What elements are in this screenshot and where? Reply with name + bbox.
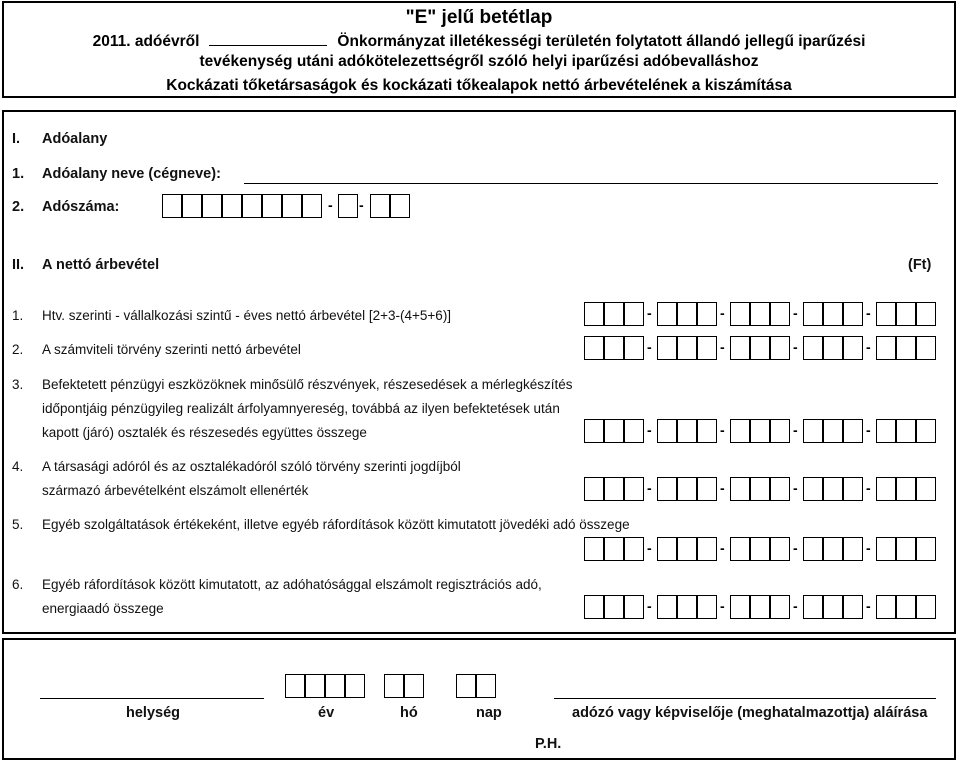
amount-digit-box[interactable] xyxy=(843,336,863,360)
amount-digit-box[interactable] xyxy=(823,595,843,619)
tax-digit-box[interactable] xyxy=(282,194,302,218)
amount-digit-box[interactable] xyxy=(584,595,604,619)
amount-digit-box[interactable] xyxy=(624,477,644,501)
row-label: kapott (járó) osztalék és részesedés együttes összege xyxy=(42,425,367,440)
row-label: energiaadó összege xyxy=(42,601,164,616)
amount-digit-box[interactable] xyxy=(604,595,624,619)
amount-digit-box[interactable] xyxy=(896,336,916,360)
amount-digit-box[interactable] xyxy=(730,477,750,501)
item-2-number: 2. xyxy=(12,199,25,215)
form-header xyxy=(2,1,956,98)
header-line-1-suffix: Önkormányzat illetékességi területén folytatott állandó jellegű iparűzési xyxy=(337,33,866,50)
separator-dash: - xyxy=(647,598,652,614)
row-number: 3. xyxy=(12,377,24,392)
amount-digit-box[interactable] xyxy=(697,477,717,501)
signature-label: adózó vagy képviselője (meghatalmazottja) aláírása xyxy=(572,705,928,721)
amount-digit-box[interactable] xyxy=(876,336,896,360)
amount-digit-box[interactable] xyxy=(823,302,843,326)
month-digit-box[interactable] xyxy=(384,674,404,698)
month-digit-box[interactable] xyxy=(404,674,424,698)
separator-dash: - xyxy=(647,339,652,355)
amount-digit-box[interactable] xyxy=(584,477,604,501)
separator-dash: - xyxy=(793,305,798,321)
separator-dash: - xyxy=(866,422,871,438)
separator-dash: - xyxy=(793,598,798,614)
amount-digit-box[interactable] xyxy=(624,302,644,326)
header-line-2: tevékenység utáni adókötelezettségről szóló helyi iparűzési adóbevalláshoz xyxy=(199,53,759,70)
amount-digit-box[interactable] xyxy=(657,477,677,501)
separator-dash: - xyxy=(793,540,798,556)
amount-digit-box[interactable] xyxy=(843,595,863,619)
amount-digit-box[interactable] xyxy=(750,595,770,619)
separator-dash: - xyxy=(647,422,652,438)
amount-digit-box[interactable] xyxy=(916,537,936,561)
form-title: "E" jelű betétlap xyxy=(405,7,553,28)
tax-digit-box[interactable] xyxy=(162,194,182,218)
tax-digit-box[interactable] xyxy=(302,194,322,218)
separator-dash: - xyxy=(720,422,725,438)
amount-digit-box[interactable] xyxy=(604,477,624,501)
amount-digit-box[interactable] xyxy=(916,419,936,443)
separator-dash: - xyxy=(647,480,652,496)
amount-digit-box[interactable] xyxy=(823,477,843,501)
amount-digit-box[interactable] xyxy=(843,477,863,501)
row-label: Befektetett pénzügyi eszközöknek minősülő részvények, részesedések a mérlegkészítés xyxy=(42,377,573,392)
row-number: 6. xyxy=(12,577,24,592)
amount-digit-box[interactable] xyxy=(803,595,823,619)
municipality-blank[interactable] xyxy=(209,31,327,46)
place-field[interactable] xyxy=(40,698,264,699)
header-line-1 xyxy=(4,31,954,51)
amount-digit-box[interactable] xyxy=(697,595,717,619)
tax-digit-box[interactable] xyxy=(222,194,242,218)
amount-digit-box[interactable] xyxy=(657,302,677,326)
amount-digit-box[interactable] xyxy=(604,302,624,326)
tax-digit-box[interactable] xyxy=(242,194,262,218)
amount-digit-box[interactable] xyxy=(677,336,697,360)
separator-dash: - xyxy=(720,305,725,321)
day-digit-box[interactable] xyxy=(476,674,496,698)
signature-section xyxy=(2,638,956,760)
amount-digit-box[interactable] xyxy=(823,419,843,443)
amount-digit-box[interactable] xyxy=(730,336,750,360)
separator-dash: - xyxy=(647,305,652,321)
amount-digit-box[interactable] xyxy=(584,537,604,561)
amount-digit-box[interactable] xyxy=(876,537,896,561)
tax-digit-box[interactable] xyxy=(390,194,410,218)
amount-digit-box[interactable] xyxy=(803,477,823,501)
row-number: 2. xyxy=(12,342,24,357)
separator-dash: - xyxy=(720,480,725,496)
tax-number-label: Adószáma: xyxy=(42,199,120,215)
amount-digit-box[interactable] xyxy=(677,419,697,443)
separator-dash: - xyxy=(720,339,725,355)
taxpayer-name-label: Adóalany neve (cégneve): xyxy=(42,166,221,182)
amount-digit-box[interactable] xyxy=(770,302,790,326)
amount-digit-box[interactable] xyxy=(730,302,750,326)
separator-dash: - xyxy=(720,598,725,614)
row-label: származó árbevételként elszámolt ellenérték xyxy=(42,483,309,498)
amount-digit-box[interactable] xyxy=(697,302,717,326)
tax-digit-box[interactable] xyxy=(262,194,282,218)
amount-digit-box[interactable] xyxy=(770,419,790,443)
month-label: hó xyxy=(400,705,418,721)
amount-digit-box[interactable] xyxy=(876,419,896,443)
amount-digit-box[interactable] xyxy=(657,537,677,561)
amount-digit-box[interactable] xyxy=(584,302,604,326)
separator-dash: - xyxy=(866,305,871,321)
amount-digit-box[interactable] xyxy=(730,537,750,561)
amount-digit-box[interactable] xyxy=(750,302,770,326)
amount-digit-box[interactable] xyxy=(750,419,770,443)
amount-digit-box[interactable] xyxy=(657,595,677,619)
amount-digit-box[interactable] xyxy=(697,419,717,443)
row-label: Egyéb szolgáltatások értékeként, illetve egyéb ráfordítások között kimutatott jövedéki adó összege xyxy=(42,517,630,532)
amount-digit-box[interactable] xyxy=(677,302,697,326)
amount-digit-box[interactable] xyxy=(896,595,916,619)
year-prefix: 2011. adóévről xyxy=(92,33,200,50)
amount-digit-box[interactable] xyxy=(677,595,697,619)
year-label: év xyxy=(318,705,335,721)
tax-digit-box[interactable] xyxy=(338,194,358,218)
amount-digit-box[interactable] xyxy=(770,477,790,501)
separator-dash: - xyxy=(866,339,871,355)
amount-digit-box[interactable] xyxy=(803,419,823,443)
amount-digit-box[interactable] xyxy=(697,336,717,360)
amount-digit-box[interactable] xyxy=(584,419,604,443)
amount-digit-box[interactable] xyxy=(677,537,697,561)
year-digit-box[interactable] xyxy=(305,674,325,698)
place-label: helység xyxy=(126,705,180,721)
taxpayer-name-field[interactable] xyxy=(244,183,938,184)
year-digit-box[interactable] xyxy=(325,674,345,698)
header-line-3: Kockázati tőketársaságok és kockázati tőkealapok nettó árbevételének a kiszámítása xyxy=(166,77,792,94)
separator-dash: - xyxy=(793,339,798,355)
amount-digit-box[interactable] xyxy=(730,595,750,619)
day-digit-box[interactable] xyxy=(456,674,476,698)
amount-digit-box[interactable] xyxy=(843,302,863,326)
amount-digit-box[interactable] xyxy=(657,336,677,360)
separator-dash: - xyxy=(793,422,798,438)
tax-digit-box[interactable] xyxy=(202,194,222,218)
section-1-heading: Adóalany xyxy=(42,131,108,147)
amount-digit-box[interactable] xyxy=(876,477,896,501)
amount-digit-box[interactable] xyxy=(896,477,916,501)
amount-digit-box[interactable] xyxy=(876,302,896,326)
row-label: Htv. szerinti - vállalkozási szintű - éves nettó árbevétel [2+3-(4+5+6)] xyxy=(42,308,452,323)
amount-digit-box[interactable] xyxy=(843,419,863,443)
amount-digit-box[interactable] xyxy=(604,336,624,360)
row-number: 1. xyxy=(12,308,24,323)
section-2-number: II. xyxy=(12,257,25,273)
tax-digit-box[interactable] xyxy=(182,194,202,218)
separator-dash: - xyxy=(328,197,333,213)
amount-digit-box[interactable] xyxy=(657,419,677,443)
amount-digit-box[interactable] xyxy=(677,477,697,501)
currency-unit: (Ft) xyxy=(908,257,932,273)
year-digit-box[interactable] xyxy=(285,674,305,698)
separator-dash: - xyxy=(866,598,871,614)
row-number: 4. xyxy=(12,459,24,474)
amount-digit-box[interactable] xyxy=(750,477,770,501)
separator-dash: - xyxy=(866,540,871,556)
section-1-number: I. xyxy=(12,131,21,147)
amount-digit-box[interactable] xyxy=(896,419,916,443)
amount-digit-box[interactable] xyxy=(896,302,916,326)
amount-digit-box[interactable] xyxy=(803,336,823,360)
amount-digit-box[interactable] xyxy=(823,537,843,561)
separator-dash: - xyxy=(647,540,652,556)
signature-field[interactable] xyxy=(554,698,936,699)
amount-digit-box[interactable] xyxy=(624,336,644,360)
amount-digit-box[interactable] xyxy=(916,302,936,326)
separator-dash: - xyxy=(793,480,798,496)
amount-digit-box[interactable] xyxy=(770,537,790,561)
amount-digit-box[interactable] xyxy=(916,477,936,501)
amount-digit-box[interactable] xyxy=(730,419,750,443)
row-number: 5. xyxy=(12,517,24,532)
row-label: A társasági adóról és az osztalékadóról szóló törvény szerinti jogdíjból xyxy=(42,459,461,474)
amount-digit-box[interactable] xyxy=(803,302,823,326)
section-2-heading: A nettó árbevétel xyxy=(42,257,160,273)
row-label: Egyéb ráfordítások között kimutatott, az adóhatósággal elszámolt regisztrációs adó, xyxy=(42,577,542,592)
amount-digit-box[interactable] xyxy=(624,595,644,619)
amount-digit-box[interactable] xyxy=(916,595,936,619)
amount-digit-box[interactable] xyxy=(896,537,916,561)
amount-digit-box[interactable] xyxy=(697,537,717,561)
separator-dash: - xyxy=(866,480,871,496)
amount-digit-box[interactable] xyxy=(624,537,644,561)
amount-digit-box[interactable] xyxy=(604,537,624,561)
amount-digit-box[interactable] xyxy=(770,336,790,360)
year-digit-box[interactable] xyxy=(345,674,365,698)
amount-digit-box[interactable] xyxy=(604,419,624,443)
amount-digit-box[interactable] xyxy=(916,336,936,360)
amount-digit-box[interactable] xyxy=(843,537,863,561)
amount-digit-box[interactable] xyxy=(803,537,823,561)
amount-digit-box[interactable] xyxy=(750,336,770,360)
amount-digit-box[interactable] xyxy=(876,595,896,619)
tax-digit-box[interactable] xyxy=(370,194,390,218)
day-label: nap xyxy=(476,705,502,721)
separator-dash: - xyxy=(720,540,725,556)
amount-digit-box[interactable] xyxy=(770,595,790,619)
item-1-number: 1. xyxy=(12,166,25,182)
stamp-label: P.H. xyxy=(535,736,562,752)
row-label: időpontjáig pénzügyileg realizált árfolyamnyereség, továbbá az ilyen befektetések után xyxy=(42,401,560,416)
separator-dash: - xyxy=(359,197,364,213)
row-label: A számviteli törvény szerinti nettó árbevétel xyxy=(42,342,301,357)
amount-digit-box[interactable] xyxy=(584,336,604,360)
amount-digit-box[interactable] xyxy=(624,419,644,443)
amount-digit-box[interactable] xyxy=(750,537,770,561)
amount-digit-box[interactable] xyxy=(823,336,843,360)
